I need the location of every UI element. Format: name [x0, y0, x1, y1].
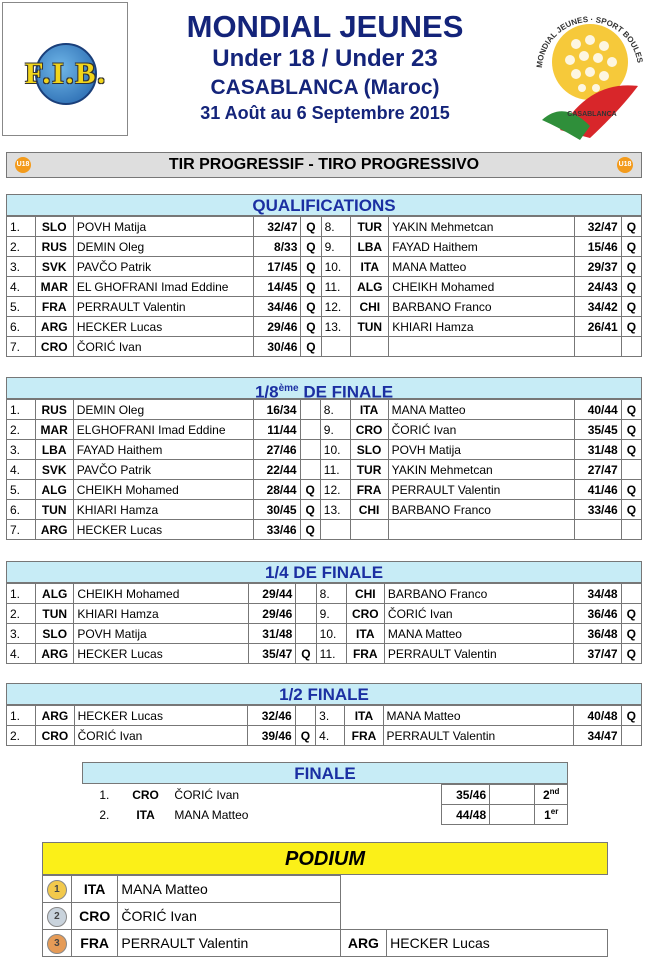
qualified-cell: Q: [300, 520, 320, 540]
score-cell: 40/48: [573, 706, 621, 726]
qualified-cell: Q: [621, 480, 641, 500]
country-cell: ITA: [350, 400, 388, 420]
table-row: [7, 624, 642, 644]
rank-cell: 10.: [320, 440, 350, 460]
event-logo-top-text: MONDIAL JEUNES · SPORT BOULES: [534, 14, 645, 69]
player-name-cell: DEMIN Oleg: [73, 237, 254, 257]
score-cell: 40/44: [574, 400, 621, 420]
qualified-cell: Q: [296, 644, 316, 664]
country-cell: TUN: [351, 317, 389, 337]
score-cell: [574, 520, 621, 540]
score-cell: 37/47: [574, 644, 621, 664]
table-row: [7, 297, 642, 317]
qualifications-title: QUALIFICATIONS: [6, 194, 642, 216]
score-cell: 14/45: [254, 277, 301, 297]
player-name-cell: HECKER Lucas: [73, 520, 253, 540]
qualified-cell: Q: [295, 726, 315, 746]
empty-cell: [340, 903, 607, 930]
table-row: [7, 706, 642, 726]
country-cell: CRO: [346, 604, 384, 624]
qualified-cell: Q: [301, 317, 321, 337]
score-cell: 36/48: [574, 624, 621, 644]
rank-cell: 10.: [316, 624, 346, 644]
score-cell: 22/44: [253, 460, 300, 480]
country-cell: SLO: [350, 440, 388, 460]
rank-cell: 3.: [7, 624, 36, 644]
score-cell: 32/46: [248, 706, 296, 726]
podium-row: [43, 876, 608, 903]
qualified-cell: [296, 584, 316, 604]
eighth-title-rest: DE FINALE: [298, 382, 394, 402]
qualifications-table: [6, 216, 642, 357]
score-cell: 24/43: [574, 277, 621, 297]
country-cell: TUN: [35, 500, 73, 520]
medal-icon: 2: [47, 907, 67, 927]
quarter-final-title: 1/4 DE FINALE: [6, 561, 642, 583]
country-cell: ALG: [351, 277, 389, 297]
country-cell: RUS: [35, 400, 73, 420]
rank-cell: 13.: [320, 500, 350, 520]
country-cell: TUR: [350, 460, 388, 480]
score-cell: 26/41: [574, 317, 621, 337]
table-row: [7, 584, 642, 604]
place-number: 1: [544, 808, 551, 822]
semi-final-table: [6, 705, 642, 746]
country-cell: ALG: [36, 584, 74, 604]
qualified-cell: [300, 460, 320, 480]
rank-cell: 11.: [321, 277, 351, 297]
qualified-cell: [621, 460, 641, 480]
score-cell: 34/42: [574, 297, 621, 317]
player-name-cell: ELGHOFRANI Imad Eddine: [73, 420, 253, 440]
qualified-cell: Q: [621, 624, 641, 644]
rank-cell: [321, 337, 351, 357]
player-name-cell: KHIARI Hamza: [74, 604, 249, 624]
event-logo: [520, 0, 660, 140]
score-cell: 31/48: [248, 624, 295, 644]
qualified-cell: [296, 604, 316, 624]
qualified-cell: [295, 706, 315, 726]
table-row: [7, 460, 642, 480]
country-cell: TUN: [36, 604, 74, 624]
qualified-cell: [621, 584, 641, 604]
player-name-cell: PERRAULT Valentin: [384, 644, 573, 664]
player-name-cell: MANA Matteo: [389, 257, 575, 277]
rank-cell: 2.: [7, 237, 36, 257]
player-name-cell: FAYAD Haithem: [73, 440, 253, 460]
country-cell: CHI: [346, 584, 384, 604]
page-subtitle: Under 18 / Under 23: [212, 45, 438, 72]
rank-cell: [320, 520, 350, 540]
qualified-cell: Q: [621, 277, 641, 297]
table-row: [7, 604, 642, 624]
qualified-cell: [621, 337, 641, 357]
discipline-banner: [6, 152, 642, 178]
qualified-cell: Q: [621, 420, 641, 440]
player-name-cell: CHEIKH Mohamed: [389, 277, 575, 297]
player-name-cell: DEMIN Oleg: [73, 400, 253, 420]
player-name-cell: PAVČO Patrik: [73, 460, 253, 480]
qualified-cell: Q: [300, 480, 320, 500]
score-cell: 16/34: [253, 400, 300, 420]
qualified-cell: Q: [621, 644, 641, 664]
score-cell: 39/46: [248, 726, 296, 746]
event-logo-bottom-text: CASABLANCA: [567, 111, 617, 118]
qualified-cell: Q: [621, 440, 641, 460]
rank-cell: 7.: [7, 520, 36, 540]
score-cell: 36/46: [574, 604, 621, 624]
empty-cell: [490, 785, 535, 805]
qualified-cell: Q: [301, 257, 321, 277]
player-name-cell: BARBANO Franco: [384, 584, 573, 604]
qualified-cell: [300, 440, 320, 460]
event-city: CASABLANCA (Maroc): [210, 76, 440, 99]
score-cell: 17/45: [254, 257, 301, 277]
player-name-cell: MANA Matteo: [383, 706, 573, 726]
fib-logo: [2, 2, 128, 136]
qualified-cell: Q: [301, 277, 321, 297]
rank-cell: 4.: [7, 644, 36, 664]
country-cell: ITA: [351, 257, 389, 277]
score-cell: 41/46: [574, 480, 621, 500]
score-cell: 31/48: [574, 440, 621, 460]
player-name-cell: ČORIĆ Ivan: [74, 726, 248, 746]
score-cell: 15/46: [574, 237, 621, 257]
rank-cell: 12.: [320, 480, 350, 500]
table-row: [7, 217, 642, 237]
country-cell: LBA: [35, 440, 73, 460]
event-dates: 31 Août au 6 Septembre 2015: [200, 103, 450, 123]
player-name-cell: POVH Matija: [388, 440, 574, 460]
country-cell: LBA: [351, 237, 389, 257]
rank-cell: 2.: [99, 807, 110, 822]
score-cell: 27/46: [253, 440, 300, 460]
rank-cell: 3.: [7, 440, 36, 460]
player-name-cell: HECKER Lucas: [74, 706, 248, 726]
rank-cell: 11.: [316, 644, 346, 664]
rank-cell: 2.: [7, 420, 36, 440]
eighth-final-title: [6, 377, 642, 402]
player-name-cell: MANA Matteo: [388, 400, 574, 420]
u18-badge-left: U18: [15, 157, 31, 173]
country-cell: CRO: [132, 787, 159, 802]
player-name-cell: CHEIKH Mohamed: [74, 584, 249, 604]
score-cell: 29/46: [248, 604, 295, 624]
score-cell: 35/45: [574, 420, 621, 440]
country-cell: RUS: [35, 237, 73, 257]
rank-cell: 13.: [321, 317, 351, 337]
country-cell: SLO: [36, 624, 74, 644]
table-row: [7, 440, 642, 460]
country-cell: [351, 337, 389, 357]
rank-cell: 8.: [321, 217, 351, 237]
table-row: [7, 337, 642, 357]
table-row: [7, 500, 642, 520]
qualified-cell: Q: [621, 400, 641, 420]
podium-title: PODIUM: [42, 842, 608, 875]
qualified-cell: Q: [301, 237, 321, 257]
country-cell: CRO: [350, 420, 388, 440]
country-cell: ITA: [346, 624, 384, 644]
quarter-final-table: [6, 583, 642, 664]
podium-row: [43, 903, 608, 930]
qualified-cell: Q: [301, 217, 321, 237]
score-cell: 44/48: [441, 805, 489, 825]
score-cell: 29/46: [254, 317, 301, 337]
score-cell: 30/46: [254, 337, 301, 357]
country-cell: CHI: [350, 500, 388, 520]
score-cell: 33/46: [253, 520, 300, 540]
place-suffix: er: [550, 807, 559, 816]
rank-cell: 9.: [316, 604, 346, 624]
player-name-cell: FAYAD Haithem: [389, 237, 575, 257]
player-name-cell: PERRAULT Valentin: [118, 930, 340, 957]
country-cell: SLO: [35, 217, 73, 237]
header: [0, 0, 660, 140]
rank-cell: 12.: [321, 297, 351, 317]
medal-cell: [43, 903, 72, 930]
country-cell: SVK: [35, 257, 73, 277]
country-cell: ALG: [35, 480, 73, 500]
qualified-cell: Q: [300, 500, 320, 520]
player-name-cell: ČORIĆ Ivan: [384, 604, 573, 624]
country-cell: ARG: [35, 520, 73, 540]
player-name-cell: MANA Matteo: [384, 624, 573, 644]
qualified-cell: Q: [621, 217, 641, 237]
qualified-cell: [621, 520, 641, 540]
score-cell: 35/47: [248, 644, 295, 664]
rank-cell: 8.: [316, 584, 346, 604]
score-cell: 30/45: [253, 500, 300, 520]
table-row: [7, 257, 642, 277]
player-name-cell: PERRAULT Valentin: [388, 480, 574, 500]
discipline-title: TIR PROGRESSIF - TIRO PROGRESSIVO: [168, 156, 480, 173]
qualified-cell: Q: [301, 297, 321, 317]
rank-cell: 1.: [7, 217, 36, 237]
score-cell: 32/47: [254, 217, 301, 237]
table-row: [7, 420, 642, 440]
table-row: [7, 317, 642, 337]
semi-final-title: 1/2 FINALE: [6, 683, 642, 705]
medal-icon: 3: [47, 934, 67, 954]
player-name-cell: PERRAULT Valentin: [73, 297, 254, 317]
country-cell: SVK: [35, 460, 73, 480]
score-cell: 11/44: [253, 420, 300, 440]
country-cell: ARG: [36, 706, 74, 726]
rank-cell: 5.: [7, 297, 36, 317]
country-cell: FRA: [35, 297, 73, 317]
player-name-cell: YAKIN Mehmetcan: [388, 460, 574, 480]
qualified-cell: Q: [621, 706, 642, 726]
rank-cell: 4.: [316, 726, 345, 746]
u18-badge-right: U18: [617, 157, 633, 173]
country-cell: ITA: [136, 807, 155, 822]
page-title: MONDIAL JEUNES: [186, 9, 464, 44]
place-suffix: nd: [549, 787, 560, 796]
score-cell: 29/37: [574, 257, 621, 277]
eighth-final-table: [6, 399, 642, 540]
player-name-cell: PAVČO Patrik: [73, 257, 254, 277]
player-name-cell: KHIARI Hamza: [73, 500, 253, 520]
empty-cell: [340, 876, 607, 903]
player-name-cell: ČORIĆ Ivan: [174, 787, 240, 802]
rank-cell: 9.: [320, 420, 350, 440]
table-row: [7, 726, 642, 746]
country-cell: ITA: [345, 706, 383, 726]
eighth-title-sup: ème: [278, 383, 299, 394]
title-block: [130, 0, 520, 140]
qualified-cell: Q: [621, 604, 641, 624]
rank-cell: 3.: [7, 257, 36, 277]
player-name-cell: BARBANO Franco: [388, 500, 574, 520]
rank-cell: 11.: [320, 460, 350, 480]
rank-cell: 6.: [7, 317, 36, 337]
fib-logo-text: F.I.B.: [25, 57, 107, 90]
final-place-cell: [535, 805, 568, 825]
player-name-cell: HECKER Lucas: [74, 644, 249, 664]
player-name-cell: ČORIĆ Ivan: [118, 903, 340, 930]
table-row: [7, 237, 642, 257]
player-name-cell: PERRAULT Valentin: [383, 726, 573, 746]
rank-cell: 1.: [7, 706, 36, 726]
player-name-cell: KHIARI Hamza: [389, 317, 575, 337]
country-cell: CRO: [71, 903, 118, 930]
score-cell: 34/46: [254, 297, 301, 317]
qualified-cell: Q: [621, 500, 641, 520]
country-cell: ARG: [35, 317, 73, 337]
country-cell: ARG: [36, 644, 74, 664]
rank-cell: 3.: [316, 706, 345, 726]
qualified-cell: Q: [301, 337, 321, 357]
empty-cell: [490, 805, 535, 825]
table-row: [7, 520, 642, 540]
player-name-cell: ČORIĆ Ivan: [73, 337, 254, 357]
medal-icon: 1: [47, 880, 67, 900]
player-name-cell: MANA Matteo: [118, 876, 340, 903]
player-name-cell: POVH Matija: [74, 624, 249, 644]
country-cell: FRA: [350, 480, 388, 500]
rank-cell: 1.: [99, 787, 110, 802]
rank-cell: 9.: [321, 237, 351, 257]
table-row: [7, 644, 642, 664]
qualified-cell: [300, 400, 320, 420]
rank-cell: 1.: [7, 584, 36, 604]
rank-cell: 6.: [7, 500, 36, 520]
rank-cell: 1.: [7, 400, 36, 420]
country-cell: ITA: [71, 876, 118, 903]
score-cell: 29/44: [248, 584, 295, 604]
table-row: [7, 277, 642, 297]
score-cell: 34/48: [574, 584, 621, 604]
rank-cell: 8.: [320, 400, 350, 420]
qualified-cell: Q: [621, 257, 641, 277]
player-name-cell: HECKER Lucas: [387, 930, 608, 957]
country-cell: CRO: [35, 337, 73, 357]
player-name-cell: [389, 337, 575, 357]
podium-table: [42, 875, 608, 957]
country-cell: [350, 520, 388, 540]
qualified-cell: [296, 624, 316, 644]
country-cell: FRA: [71, 930, 118, 957]
country-cell: FRA: [346, 644, 384, 664]
country-cell: CHI: [351, 297, 389, 317]
score-cell: 28/44: [253, 480, 300, 500]
score-cell: 33/46: [574, 500, 621, 520]
score-cell: 32/47: [574, 217, 621, 237]
score-cell: [574, 337, 621, 357]
player-name-cell: YAKIN Mehmetcan: [389, 217, 575, 237]
country-cell: MAR: [35, 420, 73, 440]
final-place-cell: [535, 785, 568, 805]
country-cell: CRO: [36, 726, 74, 746]
eighth-title-main: 1/8: [254, 382, 279, 402]
rank-cell: 4.: [7, 460, 36, 480]
player-name-cell: EL GHOFRANI Imad Eddine: [73, 277, 254, 297]
country-cell: FRA: [345, 726, 383, 746]
table-row: [7, 480, 642, 500]
rank-cell: 2.: [7, 604, 36, 624]
country-cell: TUR: [351, 217, 389, 237]
rank-cell: 2.: [7, 726, 36, 746]
rank-cell: 4.: [7, 277, 36, 297]
score-cell: 8/33: [254, 237, 301, 257]
country-cell: MAR: [35, 277, 73, 297]
country-cell: ARG: [340, 930, 387, 957]
qualified-cell: Q: [621, 297, 641, 317]
qualified-cell: [300, 420, 320, 440]
table-row: [82, 805, 568, 825]
qualified-cell: Q: [621, 317, 641, 337]
qualified-cell: [621, 726, 642, 746]
player-name-cell: CHEIKH Mohamed: [73, 480, 253, 500]
medal-cell: [43, 930, 72, 957]
qualified-cell: Q: [621, 237, 641, 257]
final-title: FINALE: [82, 762, 568, 784]
table-row: [7, 400, 642, 420]
place-number: 2: [542, 788, 550, 802]
table-row: [82, 785, 568, 805]
player-name-cell: MANA Matteo: [174, 807, 249, 822]
score-cell: 34/47: [573, 726, 621, 746]
medal-cell: [43, 876, 72, 903]
score-cell: 27/47: [574, 460, 621, 480]
player-name-cell: ČORIĆ Ivan: [388, 420, 574, 440]
player-name-cell: HECKER Lucas: [73, 317, 254, 337]
player-name-cell: BARBANO Franco: [389, 297, 575, 317]
rank-cell: 10.: [321, 257, 351, 277]
final-table: [82, 784, 568, 825]
rank-cell: 5.: [7, 480, 36, 500]
player-name-cell: [388, 520, 574, 540]
rank-cell: 7.: [7, 337, 36, 357]
score-cell: 35/46: [441, 785, 489, 805]
podium-row: [43, 930, 608, 957]
player-name-cell: POVH Matija: [73, 217, 254, 237]
